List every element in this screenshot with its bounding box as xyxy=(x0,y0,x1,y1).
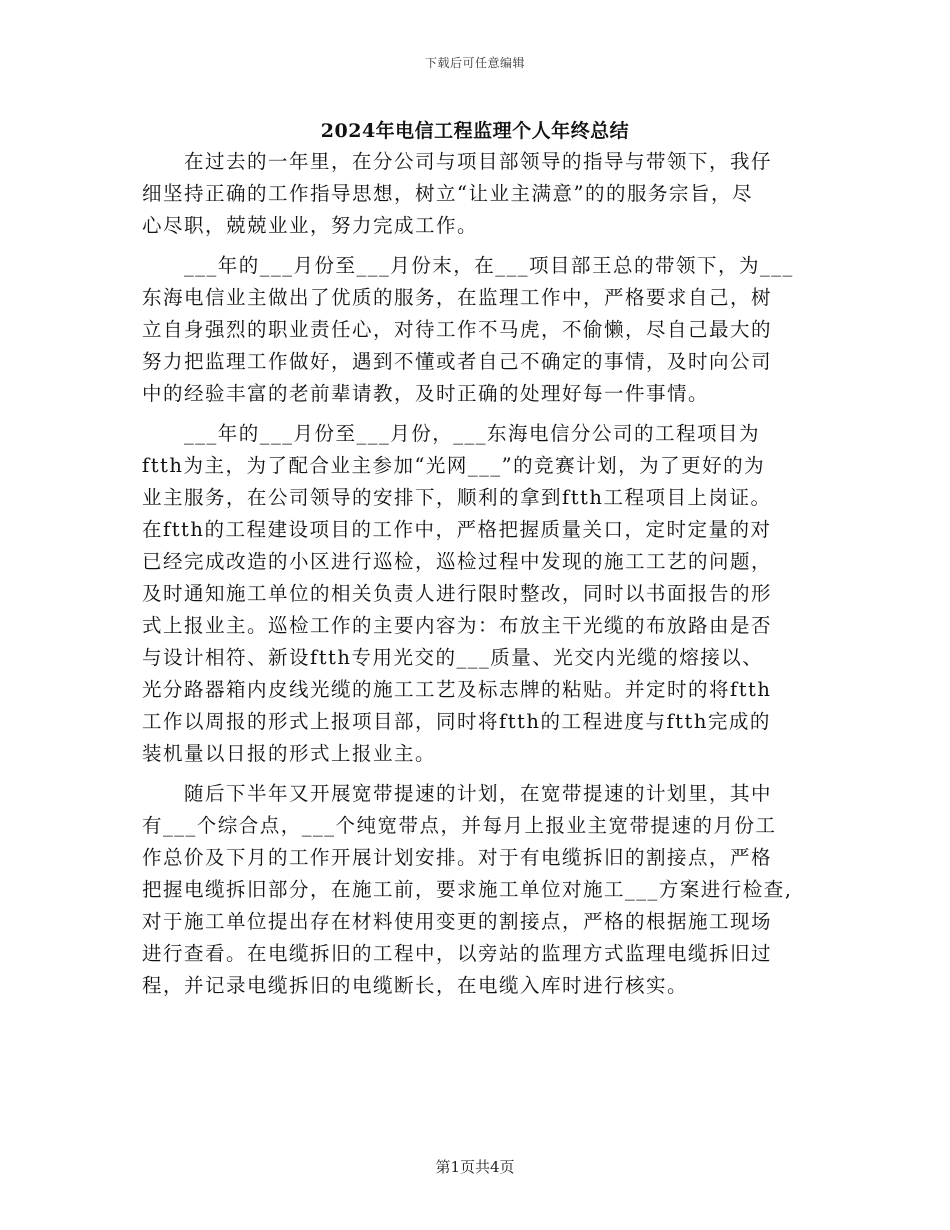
paragraph-line: ___年的___月份至___月份，___东海电信分公司的工程项目为 xyxy=(184,422,761,445)
paragraph-line: 对于施工单位提出存在材料使用变更的割接点，严格的根据施工现场 xyxy=(142,910,773,933)
paragraph-line: 在过去的一年里，在分公司与项目部领导的指导与带领下，我仔 xyxy=(184,150,773,173)
paragraph-line: 工作以周报的形式上报项目部，同时将ftth的工程进度与ftth完成的 xyxy=(142,710,771,733)
paragraph-line: ___年的___月份至___月份末，在___项目部王总的带领下，为___ xyxy=(184,254,794,277)
paragraph-line: 有___个综合点，___个纯宽带点，并每月上报业主宽带提速的月份工 xyxy=(142,814,777,837)
paragraph-line: 程，并记录电缆拆旧的电缆断长，在电缆入库时进行核实。 xyxy=(142,974,689,997)
document-body xyxy=(142,146,810,1010)
header-note: 下载后可任意编辑 xyxy=(424,56,525,70)
paragraph-line: 在ftth的工程建设项目的工作中，严格把握质量关口，定时定量的对 xyxy=(142,518,772,541)
page-number: 第1页共4页 xyxy=(435,1158,515,1176)
paragraph-line: 随后下半年又开展宽带提速的计划，在宽带提速的计划里，其中 xyxy=(184,782,773,805)
paragraph-line: 已经完成改造的小区进行巡检，巡检过程中发现的施工工艺的问题， xyxy=(142,550,773,573)
paragraph-line: 与设计相符、新设ftth专用光交的___质量、光交内光缆的熔接以、 xyxy=(142,646,764,669)
paragraph-line: 把握电缆拆旧部分，在施工前，要求施工单位对施工___方案进行检查, xyxy=(142,878,793,901)
paragraph-line: 细坚持正确的工作指导思想，树立“让业主满意”的的服务宗旨，尽 xyxy=(142,182,753,205)
document-title: 2024年电信工程监理个人年终总结 xyxy=(320,120,630,142)
paragraph-1 xyxy=(142,146,810,242)
paragraph-line: 装机量以日报的形式上报业主。 xyxy=(142,742,437,765)
paragraph-line: 东海电信业主做出了优质的服务，在监理工作中，严格要求自己，树 xyxy=(142,286,773,309)
paragraph-line: 作总价及下月的工作开展计划安排。对于有电缆拆旧的割接点，严格 xyxy=(142,846,773,869)
paragraph-4 xyxy=(142,778,810,1002)
paragraph-2 xyxy=(142,250,810,410)
paragraph-3 xyxy=(142,418,810,770)
paragraph-line: 进行查看。在电缆拆旧的工程中，以旁站的监理方式监理电缆拆旧过 xyxy=(142,942,773,965)
paragraph-line: 中的经验丰富的老前辈请教，及时正确的处理好每一件事情。 xyxy=(142,382,710,405)
paragraph-line: 式上报业主。巡检工作的主要内容为：布放主干光缆的布放路由是否 xyxy=(142,614,773,637)
paragraph-line: ftth为主，为了配合业主参加“光网___”的竞赛计划，为了更好的为 xyxy=(142,454,766,477)
paragraph-line: 业主服务，在公司领导的安排下，顺利的拿到ftth工程项目上岗证。 xyxy=(142,486,772,509)
paragraph-line: 立自身强烈的职业责任心，对待工作不马虎，不偷懒，尽自己最大的 xyxy=(142,318,773,341)
paragraph-line: 光分路器箱内皮线光缆的施工工艺及标志牌的粘贴。并定时的将ftth xyxy=(142,678,772,701)
paragraph-line: 心尽职，兢兢业业，努力完成工作。 xyxy=(142,214,479,237)
paragraph-line: 努力把监理工作做好，遇到不懂或者自己不确定的事情，及时向公司 xyxy=(142,350,773,373)
paragraph-line: 及时通知施工单位的相关负责人进行限时整改，同时以书面报告的形 xyxy=(142,582,773,605)
